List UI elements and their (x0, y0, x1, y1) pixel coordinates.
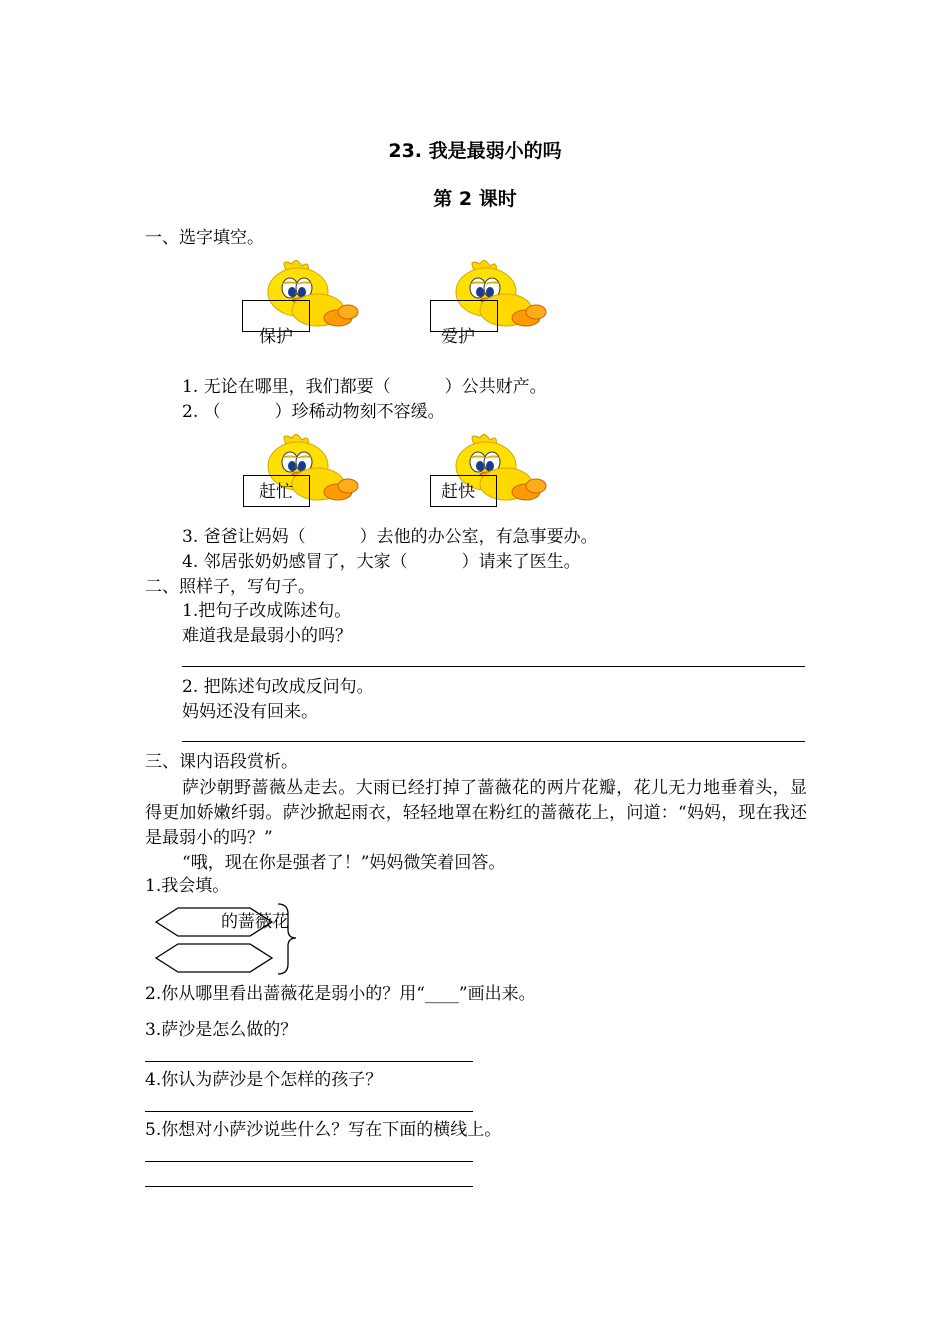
answer-line[interactable] (145, 1161, 473, 1162)
section3-heading: 三、课内语段赏析。 (145, 752, 298, 772)
section2-item1-sentence: 难道我是最弱小的吗？ (182, 626, 352, 646)
word-option-baohu: 保护 (259, 327, 293, 347)
word-option-aihu: 爱护 (441, 327, 475, 347)
answer-line[interactable] (145, 1186, 473, 1187)
question-4: 4. 邻居张奶奶感冒了，大家（ ）请来了医生。 (182, 552, 581, 572)
section3-q5: 5.你想对小萨沙说些什么？写在下面的横线上。 (145, 1120, 502, 1140)
section3-q4: 4.你认为萨沙是个怎样的孩子？ (145, 1070, 383, 1090)
section2-item2-sentence: 妈妈还没有回来。 (182, 702, 318, 722)
question-1: 1. 无论在哪里，我们都要（ ）公共财产。 (182, 377, 547, 397)
section1-heading: 一、选字填空。 (145, 228, 264, 248)
answer-line[interactable] (182, 741, 805, 742)
section2-heading: 二、照样子，写句子。 (145, 577, 315, 597)
section3-q1: 1.我会填。 (145, 876, 230, 896)
page-title: 23. 我是最弱小的吗 (388, 140, 562, 162)
word-option-ganmang: 赶忙 (259, 482, 293, 502)
passage-paragraph-1: 萨沙朝野蔷薇丛走去。大雨已经打掉了蔷薇花的两片花瓣，花儿无力地垂着头，显得更加娇嫩纤弱。萨沙掀起雨衣，轻轻地罩在粉红的蔷薇花上，问道：“妈妈，现在我还是最弱小的吗？” (145, 778, 807, 848)
word-option-gankuai: 赶快 (441, 482, 475, 502)
answer-line[interactable] (145, 1111, 473, 1112)
question-2: 2. （ ）珍稀动物刻不容缓。 (182, 402, 445, 422)
passage-paragraph-2: “哦，现在你是强者了！”妈妈微笑着回答。 (182, 853, 506, 873)
section3-q2: 2.你从哪里看出蔷薇花是弱小的？用“____”画出来。 (145, 984, 536, 1004)
answer-line[interactable] (182, 666, 805, 667)
page-subtitle: 第 2 课时 (433, 188, 517, 210)
section2-item2-label: 2. 把陈述句改成反问句。 (182, 677, 374, 697)
diagram-word: 的蔷薇花 (221, 912, 289, 932)
section2-item1-label: 1.把句子改成陈述句。 (182, 601, 352, 621)
question-3: 3. 爸爸让妈妈（ ）去他的办公室，有急事要办。 (182, 527, 598, 547)
section3-q3: 3.萨沙是怎么做的？ (145, 1020, 298, 1040)
answer-line[interactable] (145, 1061, 473, 1062)
